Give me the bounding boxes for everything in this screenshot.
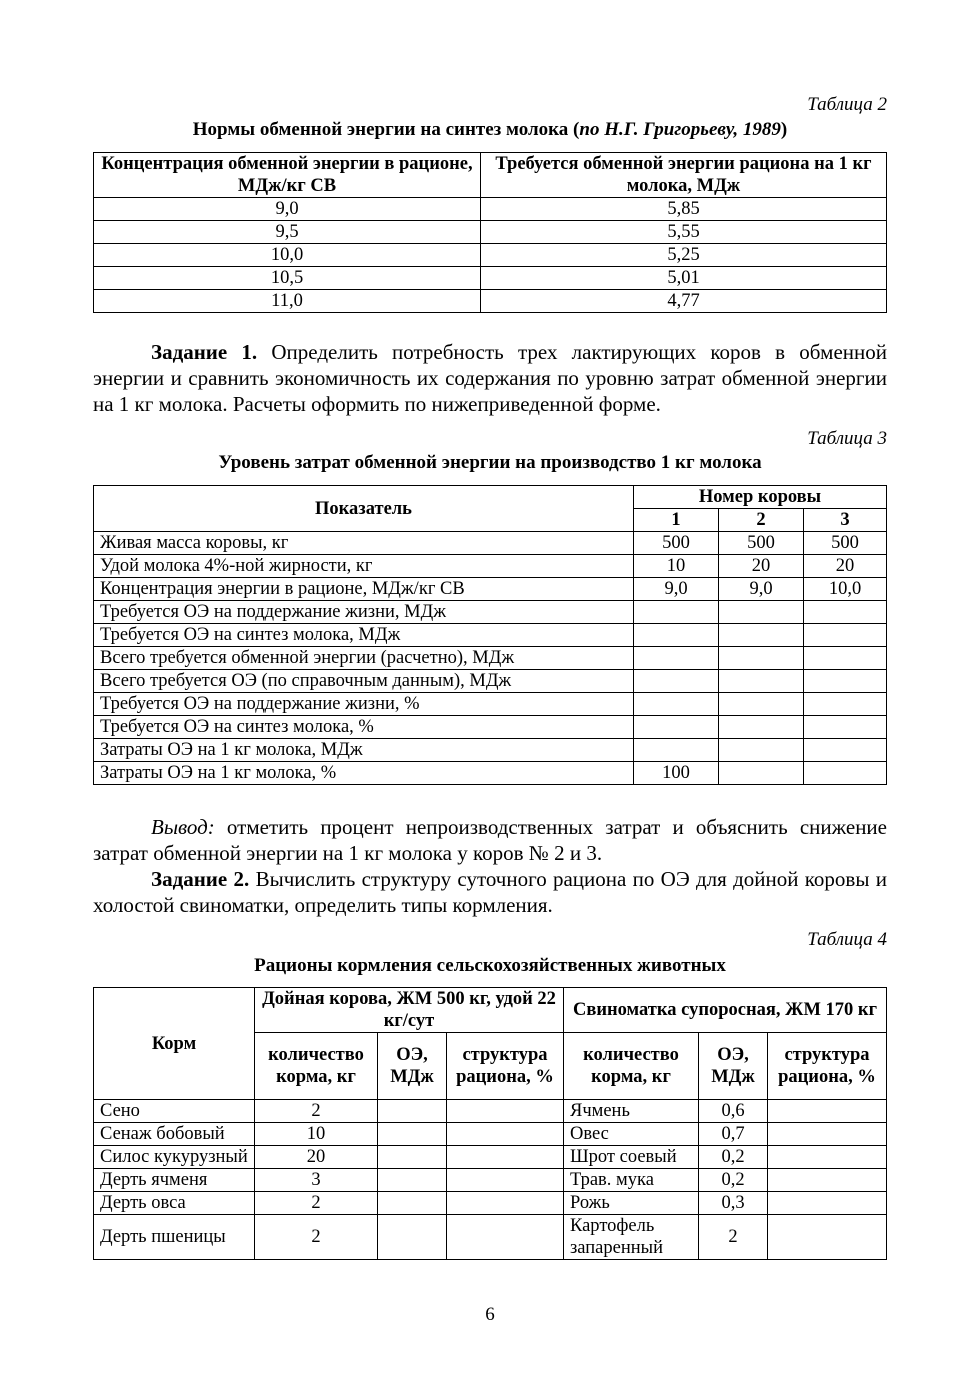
table4-cell-sow-feed: Трав. мука [564,1169,699,1192]
table3-header-cow-number: Номер коровы [634,486,887,509]
table3-cell-cow-1 [634,739,719,762]
table4-cell-sow-structure [768,1169,887,1192]
table4-cell-sow-structure [768,1146,887,1169]
table2-cell-required: 4,77 [481,290,887,313]
table3-header-cow-1: 1 [634,509,719,532]
table2-cell-concentration: 10,5 [94,267,481,290]
table4-cell-cow-qty: 10 [255,1123,378,1146]
table3-cell-cow-3: 10,0 [804,578,887,601]
table3-cell-cow-3 [804,670,887,693]
table2-title [93,119,887,141]
table4-header-cow-oe: ОЭ, МДж [378,1033,447,1100]
table3-row [94,601,887,624]
table2-cell-concentration: 9,0 [94,198,481,221]
table4-row [94,1146,887,1169]
table3-cell-cow-3 [804,739,887,762]
table4-header-sow-qty: количество корма, кг [564,1033,699,1100]
table3-cell-cow-3 [804,716,887,739]
table4-cell-cow-feed: Дерть ячменя [94,1169,255,1192]
table4-header-feed: Корм [94,988,255,1100]
table4-cell-cow-qty: 3 [255,1169,378,1192]
table2-row [94,267,887,290]
table3-row [94,762,887,785]
table4-cell-cow-feed: Силос кукурузный [94,1146,255,1169]
task1-label: Задание 1. [151,340,258,364]
table4-cell-cow-feed: Дерть пшеницы [94,1215,255,1260]
table4-cell-cow-qty: 2 [255,1192,378,1215]
table2-header-required: Требуется обменной энергии рациона на 1 кг молока, МДж [481,153,887,198]
table3-cell-indicator: Всего требуется ОЭ (по справочным данным), МДж [94,670,634,693]
table3-cell-cow-2 [719,762,804,785]
table3-cell-cow-2: 500 [719,532,804,555]
table2 [93,152,887,313]
table3-cell-cow-3 [804,647,887,670]
table4-cell-sow-qty: 2 [699,1215,768,1260]
table4-header-sow-oe: ОЭ, МДж [699,1033,768,1100]
table2-row [94,290,887,313]
table4-cell-cow-structure [447,1169,564,1192]
table3-cell-cow-3 [804,624,887,647]
table4-cell-cow-oe [378,1169,447,1192]
conclusion-label: Вывод: [151,815,215,839]
table4-header-cow-structure: структура рациона, % [447,1033,564,1100]
table4-cell-cow-oe [378,1146,447,1169]
table3-cell-cow-1: 10 [634,555,719,578]
table4-row [94,1169,887,1192]
table3-cell-indicator: Всего требуется обменной энергии (расчетно), МДж [94,647,634,670]
table3-cell-cow-2: 20 [719,555,804,578]
table4-cell-cow-structure [447,1146,564,1169]
table3-cell-cow-1: 500 [634,532,719,555]
table4-cell-cow-qty: 20 [255,1146,378,1169]
table3-cell-indicator: Концентрация энергии в рационе, МДж/кг СВ [94,578,634,601]
task1-paragraph [93,339,887,417]
table4-cell-sow-qty: 0,6 [699,1100,768,1123]
table3-cell-cow-1 [634,716,719,739]
table3-cell-indicator: Требуется ОЭ на синтез молока, МДж [94,624,634,647]
table3-row [94,716,887,739]
table4-cell-sow-structure [768,1123,887,1146]
table3-row [94,624,887,647]
table3-cell-cow-3 [804,762,887,785]
table4-cell-cow-feed: Дерть овса [94,1192,255,1215]
table4-cell-sow-qty: 0,3 [699,1192,768,1215]
table4-title: Рационы кормления сельскохозяйственных животных [254,955,726,976]
table4-cell-cow-oe [378,1192,447,1215]
table3-title: Уровень затрат обменной энергии на производство 1 кг молока [218,452,762,473]
table4-header-sow-group: Свиноматка супоросная, ЖМ 170 кг [564,988,887,1033]
table3-cell-cow-2 [719,624,804,647]
table4-cell-cow-structure [447,1100,564,1123]
table3-cell-cow-2 [719,693,804,716]
table4-cell-sow-structure [768,1215,887,1260]
table3-row [94,739,887,762]
table4-cell-sow-feed: Ячмень [564,1100,699,1123]
table4-cell-cow-structure [447,1123,564,1146]
table3-cell-cow-2: 9,0 [719,578,804,601]
table3-cell-cow-2 [719,716,804,739]
table3 [93,485,887,785]
table4-row [94,1215,887,1260]
table4-cell-cow-structure [447,1192,564,1215]
table3-cell-indicator: Требуется ОЭ на поддержание жизни, % [94,693,634,716]
table3-cell-indicator: Удой молока 4%-ной жирности, кг [94,555,634,578]
table3-cell-cow-1 [634,647,719,670]
table4-cell-sow-structure [768,1192,887,1215]
table4-cell-sow-feed: Картофель запаренный [564,1215,699,1260]
table4-cell-cow-qty: 2 [255,1100,378,1123]
table2-cell-required: 5,25 [481,244,887,267]
table3-header-cow-2: 2 [719,509,804,532]
table3-row [94,670,887,693]
table2-cell-concentration: 11,0 [94,290,481,313]
table3-cell-cow-3 [804,693,887,716]
table3-cell-cow-1 [634,601,719,624]
table4-cell-cow-feed: Сенаж бобовый [94,1123,255,1146]
table3-cell-cow-2 [719,739,804,762]
table4-cell-cow-oe [378,1215,447,1260]
table3-cell-indicator: Затраты ОЭ на 1 кг молока, МДж [94,739,634,762]
table4-row [94,1123,887,1146]
table2-title-main: Нормы обменной энергии на синтез молока ( [192,119,580,140]
table4-row [94,1100,887,1123]
table3-cell-cow-1 [634,670,719,693]
conclusion-text: отметить процент непроизводственных затрат и объяснить снижение затрат обменной энергии на 1 кг молока у коров № 2 и 3. [93,815,887,865]
table2-cell-required: 5,55 [481,221,887,244]
table2-cell-required: 5,01 [481,267,887,290]
table4-cell-cow-qty: 2 [255,1215,378,1260]
table2-cell-concentration: 9,5 [94,221,481,244]
table4-cell-cow-oe [378,1123,447,1146]
table4 [93,987,887,1260]
table3-label: Таблица 3 [807,428,887,449]
table3-cell-cow-2 [719,647,804,670]
table4-cell-cow-oe [378,1100,447,1123]
table3-cell-cow-1: 9,0 [634,578,719,601]
table3-row [94,693,887,716]
table3-cell-indicator: Требуется ОЭ на синтез молока, % [94,716,634,739]
table3-cell-cow-2 [719,601,804,624]
task2-label: Задание 2. [151,867,250,891]
table4-cell-sow-qty: 0,7 [699,1123,768,1146]
page-number: 6 [485,1304,495,1325]
table3-cell-cow-1 [634,693,719,716]
table4-cell-cow-structure [447,1215,564,1260]
table3-cell-indicator: Живая масса коровы, кг [94,532,634,555]
table3-cell-cow-3: 500 [804,532,887,555]
table2-title-source: по Н.Г. Григорьеву, 1989 [579,119,781,140]
table3-cell-indicator: Затраты ОЭ на 1 кг молока, % [94,762,634,785]
table4-cell-sow-feed: Овес [564,1123,699,1146]
table2-label: Таблица 2 [807,94,887,115]
table4-cell-sow-structure [768,1100,887,1123]
table3-cell-cow-3: 20 [804,555,887,578]
table2-title-end: ) [780,119,788,140]
table3-cell-indicator: Требуется ОЭ на поддержание жизни, МДж [94,601,634,624]
task2-paragraph [93,866,887,918]
table4-cell-sow-qty: 0,2 [699,1169,768,1192]
table3-header-cow-3: 3 [804,509,887,532]
table2-row [94,244,887,267]
task1-text: Определить потребность трех лактирующих коров в обменной энергии и сравнить экономичность их содержания по уровню затрат обменной энергии на 1 кг молока. Расчеты оформить по нижеприведенной форме. [93,340,887,416]
table4-header-cow-qty: количество корма, кг [255,1033,378,1100]
table2-row [94,198,887,221]
table4-label: Таблица 4 [807,929,887,950]
table4-header-cow-group: Дойная корова, ЖМ 500 кг, удой 22 кг/сут [255,988,564,1033]
table3-header-indicator: Показатель [94,486,634,532]
table3-cell-cow-3 [804,601,887,624]
task2-text: Вычислить структуру суточного рациона по ОЭ для дойной коровы и холостой свиноматки, определить типы кормления. [93,867,887,917]
table3-row [94,532,887,555]
table4-cell-sow-feed: Шрот соевый [564,1146,699,1169]
table3-cell-cow-1 [634,624,719,647]
table4-row [94,1192,887,1215]
table3-cell-cow-2 [719,670,804,693]
table2-cell-concentration: 10,0 [94,244,481,267]
table3-cell-cow-1: 100 [634,762,719,785]
table2-row [94,221,887,244]
table4-cell-cow-feed: Сено [94,1100,255,1123]
table4-cell-sow-feed: Рожь [564,1192,699,1215]
table4-header-sow-structure: структура рациона, % [768,1033,887,1100]
table2-header-concentration: Концентрация обменной энергии в рационе, МДж/кг СВ [94,153,481,198]
table3-row [94,647,887,670]
table3-row [94,578,887,601]
conclusion-paragraph [93,814,887,866]
table3-row [94,555,887,578]
table4-cell-sow-qty: 0,2 [699,1146,768,1169]
table2-cell-required: 5,85 [481,198,887,221]
